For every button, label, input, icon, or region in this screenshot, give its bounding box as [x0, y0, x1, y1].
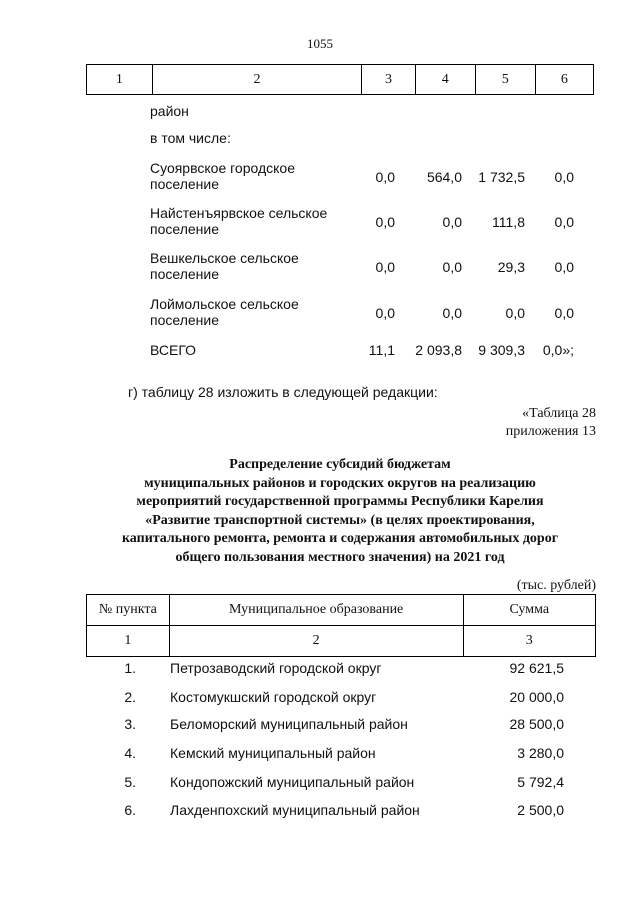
table1-col-5: 5 [475, 65, 535, 95]
row-sum: 2 500,0 [517, 802, 564, 818]
row-name: Лоймольское сельское поселение [150, 296, 299, 328]
row-municipality: Беломорский муниципальный район [170, 716, 408, 732]
row-name: район [150, 103, 189, 119]
units-label: (тыс. рублей) [516, 578, 596, 593]
page-number: 1055 [307, 36, 333, 51]
row-value-3: 0,0 [375, 259, 395, 275]
row-value-6: 0,0»; [542, 342, 574, 358]
row-number: 5. [124, 774, 136, 790]
row-name: ВСЕГО [150, 342, 197, 358]
row-name: Суоярвское городское поселение [150, 160, 295, 192]
row-value-5: 9 309,3 [478, 342, 525, 358]
table-caption-line1: «Таблица 28 [522, 406, 596, 421]
row-value-5: 29,3 [497, 259, 525, 275]
table1-col-2: 2 [152, 65, 362, 95]
row-number: 1. [124, 660, 136, 676]
row-value-3: 0,0 [375, 169, 395, 185]
row-municipality: Лахденпохский муниципальный район [170, 802, 420, 818]
title-line: капитального ремонта, ремонта и содержания автомобильных дорог [121, 531, 559, 547]
row-value-4: 0,0 [442, 214, 462, 230]
title-line: Распределение субсидий бюджетам [229, 457, 451, 472]
row-number: 3. [124, 716, 136, 732]
row-number: 6. [124, 802, 136, 818]
title-line: «Развитие транспортной системы» (в целях проектирования, [145, 512, 535, 528]
table2-colnum-2: 2 [169, 626, 463, 657]
row-value-3: 0,0 [375, 214, 395, 230]
row-municipality: Костомукшский городской округ [170, 689, 377, 705]
title-line: мероприятий государственной программы Республики Карелия [136, 494, 544, 510]
row-name: в том числе: [150, 130, 231, 146]
title-line: муниципальных районов и городских округов на реализацию [144, 475, 536, 491]
table1-col-6: 6 [535, 65, 593, 95]
row-sum: 28 500,0 [509, 716, 564, 732]
row-number: 4. [124, 745, 136, 761]
row-sum: 5 792,4 [517, 774, 564, 790]
table1-header [86, 64, 594, 95]
row-value-5: 111,8 [492, 214, 525, 230]
amendment-paragraph: г) таблицу 28 изложить в следующей редакции: [128, 384, 438, 400]
table2-colnum-1: 1 [87, 626, 170, 657]
row-municipality: Петрозаводский городской округ [170, 660, 382, 676]
table2-header-num: № пункта [87, 595, 170, 626]
table1-col-1: 1 [87, 65, 153, 95]
row-value-5: 1 732,5 [478, 169, 525, 185]
title-line: общего пользования местного значения) на 2021 год [175, 549, 505, 565]
row-value-6: 0,0 [554, 305, 574, 321]
table2-header-name: Муниципальное образование [169, 595, 463, 626]
table-title [80, 456, 600, 568]
table2-header [86, 594, 596, 657]
row-value-6: 0,0 [554, 214, 574, 230]
table2-colnum-3: 3 [463, 626, 595, 657]
row-value-6: 0,0 [554, 259, 574, 275]
row-value-3: 0,0 [375, 305, 395, 321]
table-caption-line2: приложения 13 [505, 424, 596, 439]
table1-col-3: 3 [362, 65, 415, 95]
row-value-6: 0,0 [554, 169, 574, 185]
row-sum: 92 621,5 [509, 660, 564, 676]
row-number: 2. [124, 689, 136, 705]
row-name: Найстенъярвское сельское поселение [150, 205, 328, 237]
row-value-4: 0,0 [442, 259, 462, 275]
row-value-3: 11,1 [368, 342, 395, 358]
row-municipality: Кемский муниципальный район [170, 745, 376, 761]
row-value-4: 2 093,8 [415, 342, 462, 358]
row-value-5: 0,0 [505, 305, 525, 321]
row-value-4: 0,0 [442, 305, 462, 321]
table2-header-sum: Сумма [463, 595, 595, 626]
row-municipality: Кондопожский муниципальный район [170, 774, 415, 790]
row-sum: 20 000,0 [509, 689, 564, 705]
table1-col-4: 4 [415, 65, 475, 95]
row-name: Вешкельское сельское поселение [150, 250, 299, 282]
row-value-4: 564,0 [426, 169, 462, 185]
row-sum: 3 280,0 [517, 745, 564, 761]
